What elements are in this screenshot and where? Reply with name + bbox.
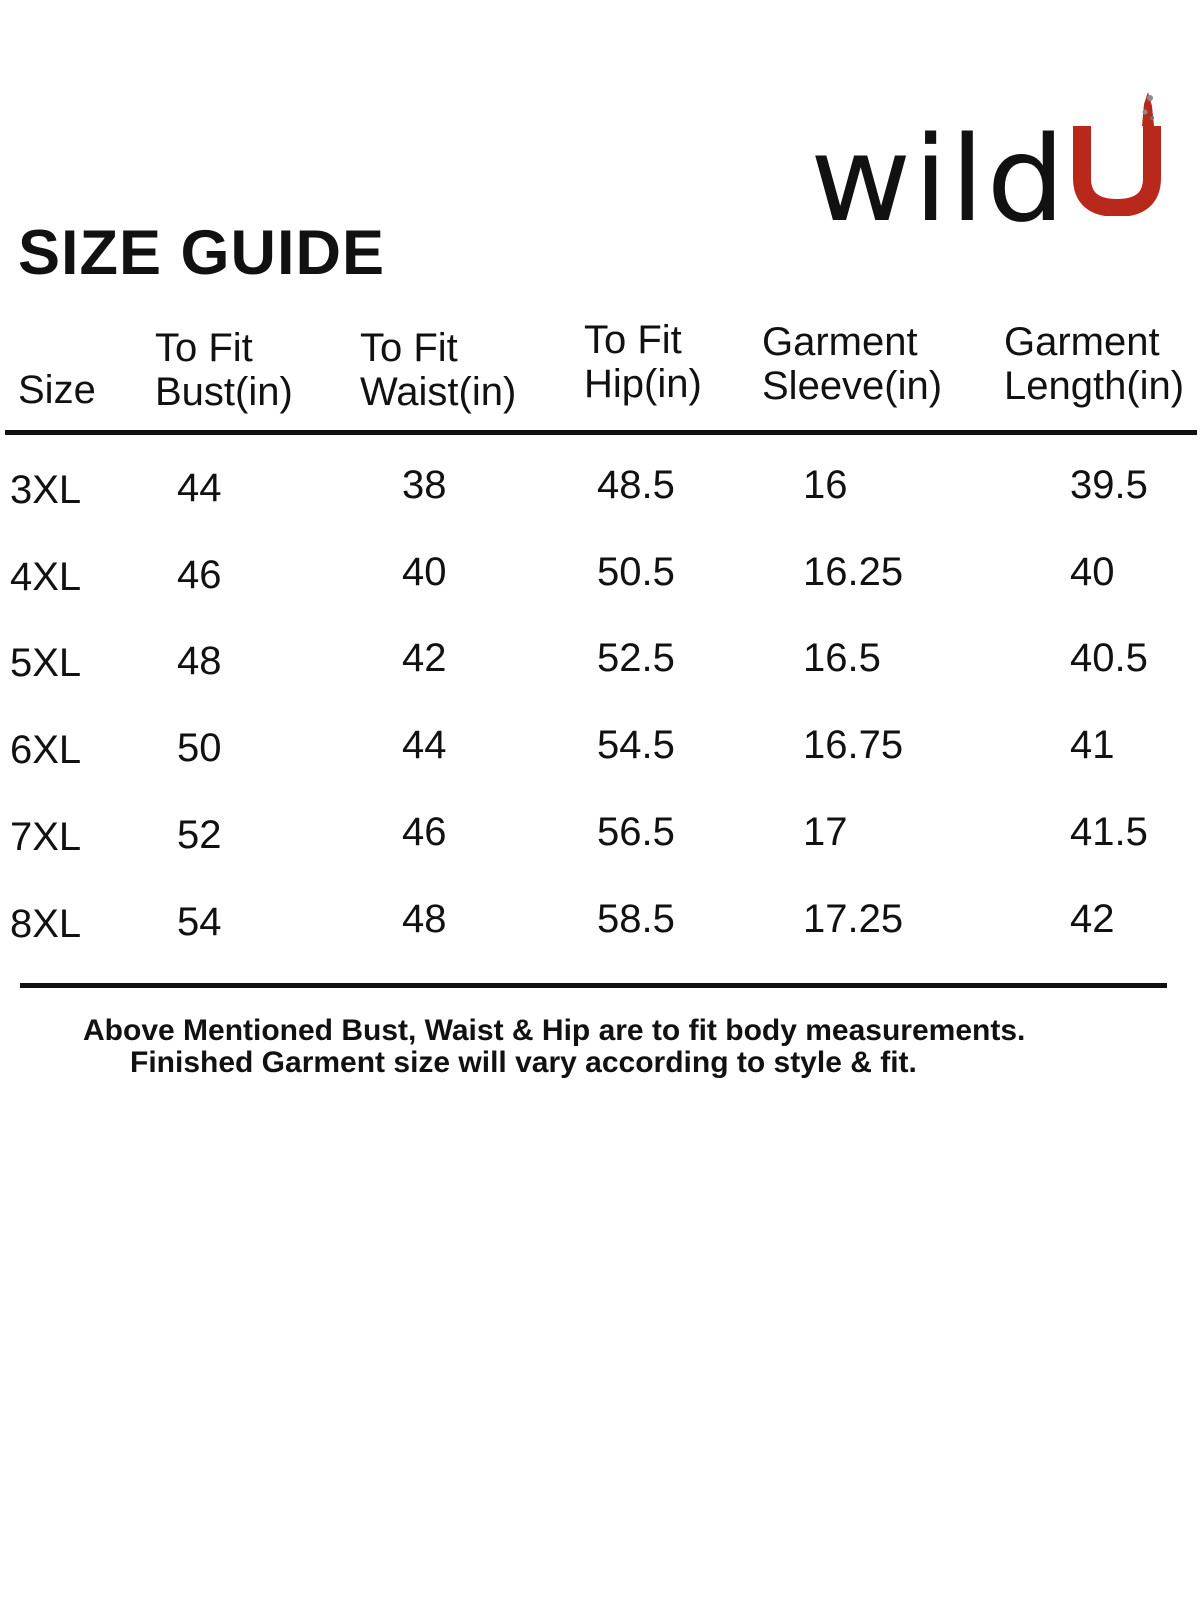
table-cell-hip: 52.5	[597, 636, 675, 680]
table-cell-size: 3XL	[10, 468, 82, 512]
table-cell-size: 7XL	[10, 815, 82, 859]
table-cell-sleeve: 16.5	[803, 636, 881, 680]
page-title: SIZE GUIDE	[18, 218, 386, 288]
column-header-size: Size	[18, 368, 96, 412]
table-cell-length: 41.5	[1070, 810, 1148, 854]
brand-u-icon	[1072, 86, 1162, 216]
table-cell-hip: 50.5	[597, 550, 675, 594]
table-cell-hip: 56.5	[597, 810, 675, 854]
column-header-length: Garment Length(in)	[1004, 320, 1185, 408]
table-cell-bust: 48	[177, 639, 222, 683]
table-cell-sleeve: 17	[803, 810, 848, 854]
table-cell-waist: 46	[402, 810, 447, 854]
table-cell-length: 40.5	[1070, 636, 1148, 680]
table-cell-sleeve: 17.25	[803, 897, 904, 941]
brand-logo-word: wild	[810, 110, 1068, 248]
table-cell-sleeve: 16	[803, 463, 848, 507]
table-cell-waist: 38	[402, 463, 447, 507]
header-divider	[5, 430, 1197, 435]
table-cell-size: 8XL	[10, 902, 82, 946]
table-cell-length: 40	[1070, 550, 1115, 594]
table-cell-bust: 50	[177, 726, 222, 770]
table-cell-size: 6XL	[10, 728, 82, 772]
table-bottom-divider	[20, 983, 1167, 988]
column-header-waist: To Fit Waist(in)	[360, 326, 517, 414]
column-header-bust: To Fit Bust(in)	[155, 326, 293, 414]
table-cell-length: 42	[1070, 897, 1115, 941]
table-cell-waist: 44	[402, 723, 447, 767]
table-cell-length: 41	[1070, 723, 1115, 767]
table-cell-waist: 40	[402, 550, 447, 594]
table-cell-sleeve: 16.25	[803, 550, 904, 594]
column-header-hip: To Fit Hip(in)	[584, 318, 702, 406]
table-cell-waist: 48	[402, 897, 447, 941]
table-cell-hip: 54.5	[597, 723, 675, 767]
table-cell-bust: 54	[177, 900, 222, 944]
table-cell-waist: 42	[402, 636, 447, 680]
table-cell-hip: 58.5	[597, 897, 675, 941]
table-cell-bust: 46	[177, 553, 222, 597]
brand-logo	[810, 80, 1160, 248]
footnote-line-1: Above Mentioned Bust, Waist & Hip are to fit body measurements.	[83, 1014, 1026, 1047]
table-cell-size: 4XL	[10, 555, 82, 599]
table-cell-bust: 52	[177, 813, 222, 857]
table-cell-bust: 44	[177, 466, 222, 510]
footnote-line-2: Finished Garment size will vary according to style & fit.	[130, 1046, 917, 1079]
table-cell-size: 5XL	[10, 641, 82, 685]
table-cell-length: 39.5	[1070, 463, 1148, 507]
column-header-sleeve: Garment Sleeve(in)	[762, 320, 943, 408]
table-cell-sleeve: 16.75	[803, 723, 904, 767]
table-cell-hip: 48.5	[597, 463, 675, 507]
